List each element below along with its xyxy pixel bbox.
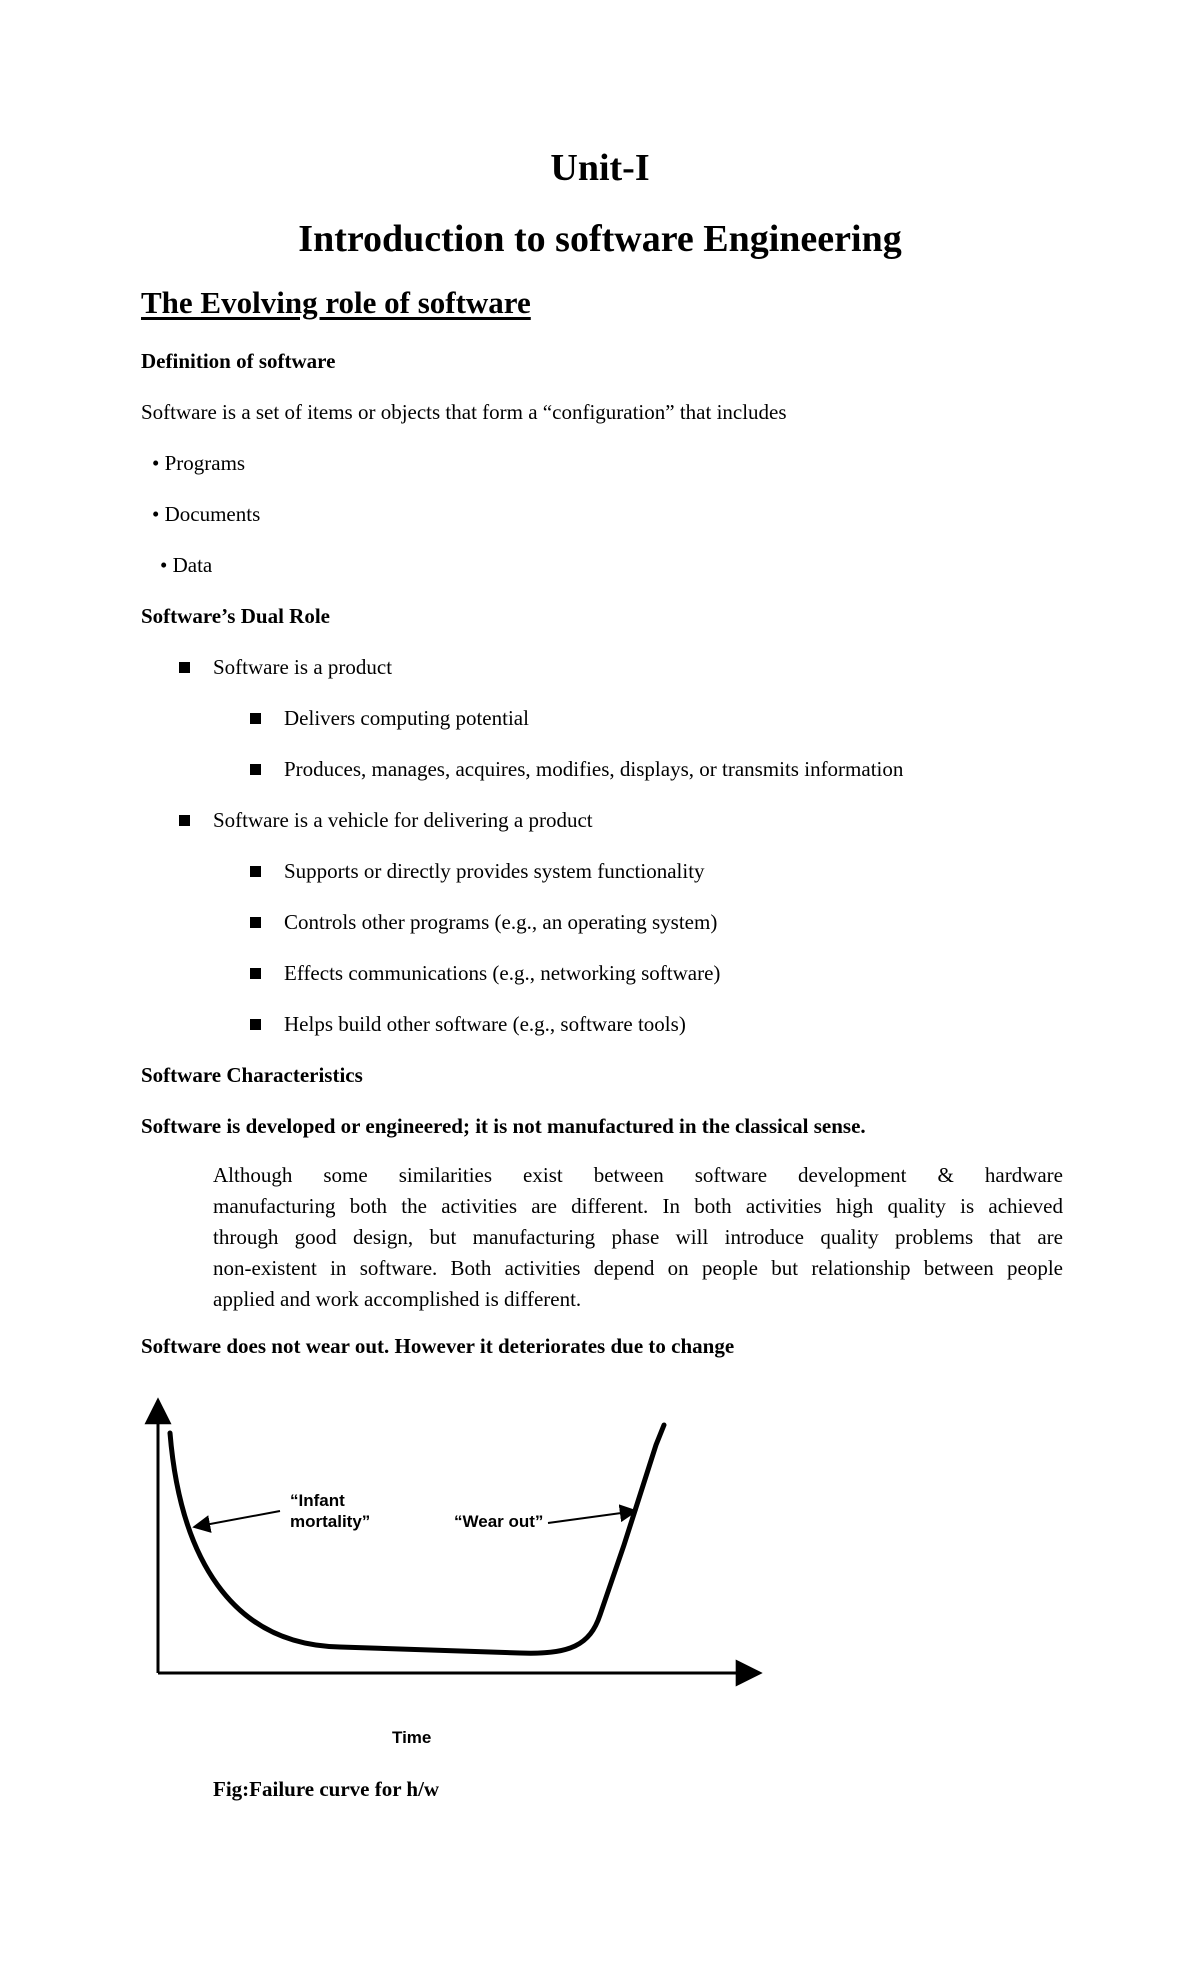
list-item: • Data [160,553,213,577]
infant-mortality-label-line1: “Infant [290,1491,345,1510]
definition-heading: Definition of software [141,349,336,373]
characteristic-point-2: Software does not wear out. However it deteriorates due to change [141,1334,735,1358]
infant-mortality-arrow [194,1511,280,1527]
section-heading: The Evolving role of software [141,285,531,320]
list-item: • Documents [152,502,261,526]
definition-intro: Software is a set of items or objects that form a “configuration” that includes [141,400,787,424]
paragraph-line: manufacturing both the activities are different. In both activities high quality is achieved [213,1194,1063,1218]
list-item [284,961,720,986]
square-bullet-icon [250,968,261,979]
list-item-label: Helps build other software (e.g., software tools) [284,1012,686,1036]
list-item-label: Supports or directly provides system functionality [284,859,705,883]
paragraph-line: non-existent in software. Both activities depend on people but relationship between people [213,1256,1063,1280]
paragraph-line: applied and work accomplished is different. [213,1287,582,1311]
list-item-label: Produces, manages, acquires, modifies, displays, or transmits information [284,757,904,781]
paragraph-line: through good design, but manufacturing phase will introduce quality problems that are [213,1225,1063,1249]
list-item [213,655,392,680]
list-item [213,808,593,833]
square-bullet-icon [250,764,261,775]
list-item-label: Effects communications (e.g., networking software) [284,961,721,985]
square-bullet-icon [250,713,261,724]
square-bullet-icon [179,662,190,673]
list-item-label: Data [172,553,213,577]
list-item-label: Software is a product [213,655,393,679]
failure-curve-diagram [140,1395,780,1775]
infant-mortality-label-line2: mortality” [290,1512,371,1531]
wear-out-arrow [548,1511,636,1523]
failure-curve [170,1425,664,1653]
square-bullet-icon [179,815,190,826]
unit-title: Unit-I [550,147,650,189]
list-item-label: Delivers computing potential [284,706,529,730]
square-bullet-icon [250,866,261,877]
list-item [284,859,705,884]
characteristics-heading: Software Characteristics [141,1063,363,1087]
x-axis-label: Time [392,1728,432,1747]
square-bullet-icon [250,1019,261,1030]
list-item [284,910,717,935]
page-title: Introduction to software Engineering [298,218,902,260]
failure-curve-figure [140,1395,780,1775]
paragraph-line: Although some similarities exist between software development & hardware [213,1163,1063,1187]
list-item-label: Documents [164,502,261,526]
list-item [284,757,903,782]
dual-role-heading: Software’s Dual Role [141,604,330,628]
list-item-label: Controls other programs (e.g., an operating system) [284,910,718,934]
square-bullet-icon [250,917,261,928]
list-item-label: Programs [164,451,246,475]
list-item [284,706,529,731]
characteristic-paragraph [213,1160,1063,1315]
figure-caption: Fig:Failure curve for h/w [213,1777,440,1801]
list-item: • Programs [152,451,246,475]
list-item [284,1012,686,1037]
list-item-label: Software is a vehicle for delivering a product [213,808,593,832]
wear-out-label: “Wear out” [454,1512,544,1531]
characteristic-point-1: Software is developed or engineered; it is not manufactured in the classical sense. [141,1114,866,1138]
